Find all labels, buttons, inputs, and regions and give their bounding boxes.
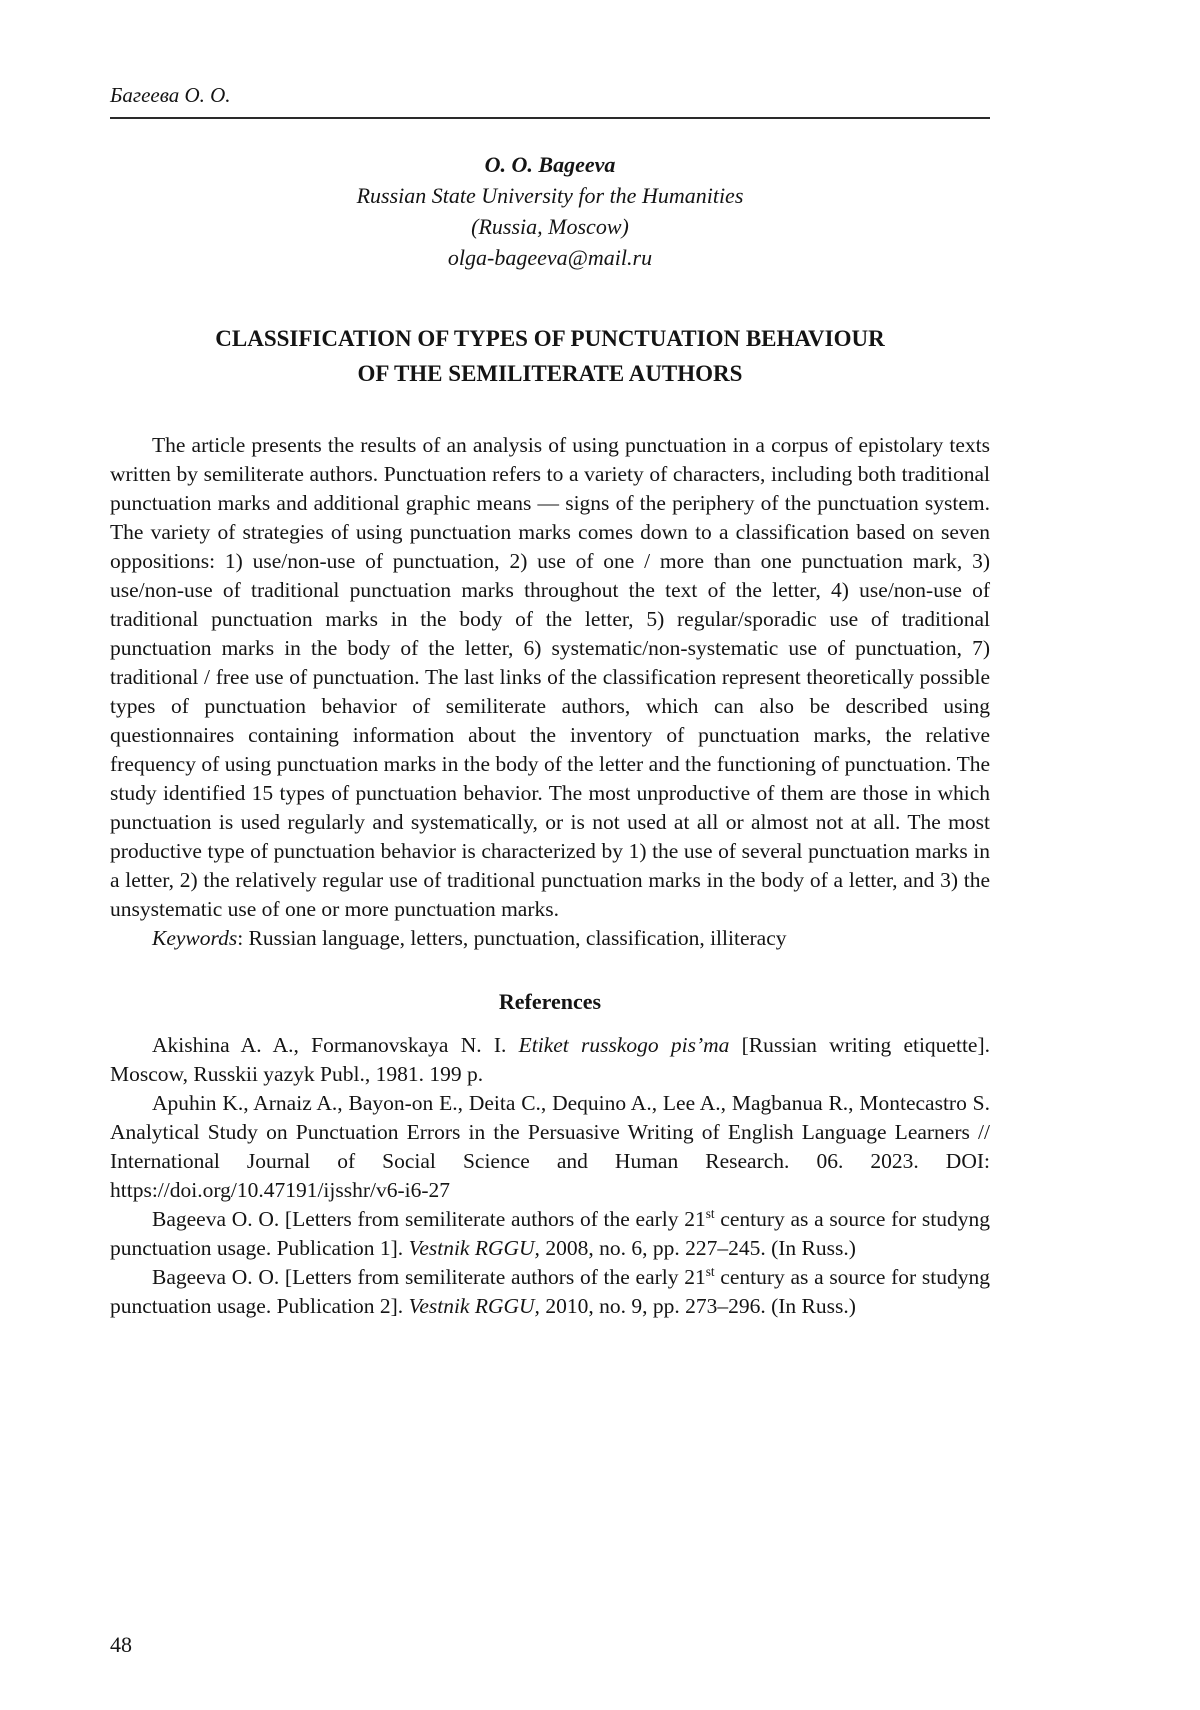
running-head: Багеева О. О. bbox=[110, 82, 990, 119]
author-location: (Russia, Moscow) bbox=[471, 214, 629, 239]
reference-text-run: Akishina A. A., Formanovskaya N. I. bbox=[152, 1033, 519, 1057]
references-heading: References bbox=[498, 989, 602, 1014]
keywords-text: : Russian language, letters, punctuation, classification, illiteracy bbox=[237, 926, 787, 950]
reference-text-run: Vestnik RGGU, bbox=[408, 1236, 540, 1260]
reference-item bbox=[110, 1263, 990, 1321]
reference-text-run: century as a source for studyng punctuation usage. Publication 1]. bbox=[110, 1207, 990, 1260]
author-block bbox=[110, 149, 990, 273]
reference-text-run: 2008, no. 6, pp. 227–245. (In Russ.) bbox=[539, 1236, 856, 1260]
author-affiliation: Russian State University for the Humanities bbox=[356, 183, 744, 208]
reference-text-run: 2010, no. 9, pp. 273–296. (In Russ.) bbox=[539, 1294, 856, 1318]
reference-text-run: st bbox=[705, 1205, 715, 1221]
reference-text-run: st bbox=[705, 1263, 715, 1279]
author-email: olga-bageeva@mail.ru bbox=[447, 245, 653, 270]
reference-text-run: Vestnik RGGU, bbox=[408, 1294, 540, 1318]
reference-item bbox=[110, 1205, 990, 1263]
reference-text-run: Etiket russkogo pis’ma bbox=[518, 1033, 730, 1057]
paper-title-line2: OF THE SEMILITERATE AUTHORS bbox=[357, 361, 743, 386]
reference-item bbox=[110, 1089, 990, 1205]
reference-item bbox=[110, 1031, 990, 1089]
page-number: 48 bbox=[110, 1632, 132, 1657]
paper-title-line1: CLASSIFICATION OF TYPES OF PUNCTUATION BEHAVIOUR bbox=[215, 326, 885, 351]
author-name: О. О. Bageeva bbox=[484, 152, 616, 177]
abstract-paragraph: The article presents the results of an analysis of using punctuation in a corpus of epistolary texts written by semiliterate authors. Punctuation refers to a variety of characters, including both traditional punctuation marks and additional graphic means — signs of the periphery of the punctuation system. The variety of strategies of using punctuation marks comes down to a classification based on seven oppositions: 1) use/non-use of punctuation, 2) use of one / more than one punctuation mark, 3) use/non-use of traditional punctuation marks throughout the text of the letter, 4) use/non-use of traditional punctuation marks in the body of the letter, 5) regular/sporadic use of traditional punctuation marks in the body of the letter, 6) systematic/non-systematic use of punctuation, 7) traditional / free use of punctuation. The last links of the classification represent theoretically possible types of punctuation behavior of semiliterate authors, which can also be described using questionnaires containing information about the inventory of punctuation marks, the relative frequency of using punctuation marks in the body of the letter and the functioning of punctuation. The study identified 15 types of punctuation behavior. The most unproductive of them are those in which punctuation is used regularly and systematically, or is not used at all or almost not at all. The most productive type of punctuation behavior is characterized by 1) the use of several punctuation marks in a letter, 2) the relatively regular use of traditional punctuation marks in the body of a letter, and 3) the unsystematic use of one or more punctuation marks. bbox=[110, 433, 990, 921]
reference-text-run: Bageeva O. O. [Letters from semiliterate authors of the early 21 bbox=[152, 1207, 706, 1231]
keywords-label: Keywords bbox=[152, 926, 238, 950]
reference-text-run: [Russian writing etiquette]. Moscow, Russkii yazyk Publ., 1981. 199 p. bbox=[110, 1033, 990, 1086]
reference-text-run: Apuhin K., Arnaiz A., Bayon-on E., Deita C., Dequino A., Lee A., Magbanua R., Montecastro S. Analytical Study on Punctuation Errors in the Persuasive Writing of English Language Learners // International Journal of Social Science and Human Research. 06. 2023. DOI: https://doi.org/10.47191/ijsshr/v6-i6-27 bbox=[110, 1091, 990, 1202]
paper-title bbox=[110, 321, 990, 391]
reference-text-run: Bageeva O. O. [Letters from semiliterate authors of the early 21 bbox=[152, 1265, 706, 1289]
reference-text-run: century as a source for studyng punctuation usage. Publication 2]. bbox=[110, 1265, 990, 1318]
keywords-line bbox=[110, 924, 990, 953]
